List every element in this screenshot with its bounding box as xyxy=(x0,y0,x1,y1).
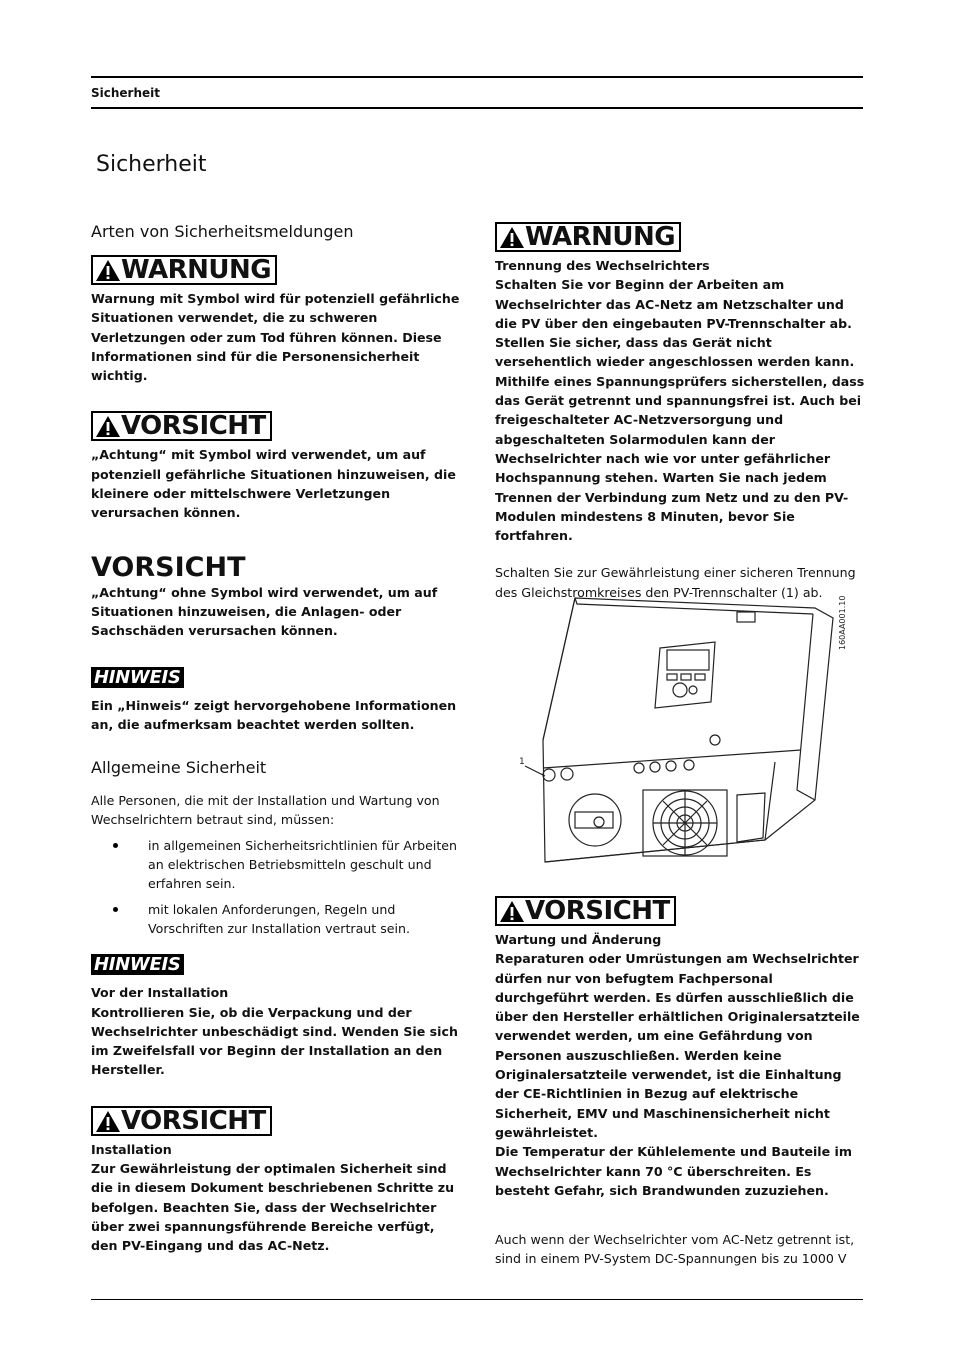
left-column xyxy=(91,222,463,1256)
warning-triangle-icon xyxy=(95,258,121,282)
vorsicht-badge xyxy=(495,896,676,926)
list-item: in allgemeinen Sicherheitsrichtlinien für Arbeiten an elektrischen Betriebsmitteln geschult und erfahren sein. xyxy=(91,836,463,894)
closing-text: Auch wenn der Wechselrichter vom AC-Netz getrennt ist, sind in einem PV-System DC-Spannungen bis zu 1000 V xyxy=(495,1232,855,1267)
hinweis-badge: HINWEIS xyxy=(91,667,184,688)
vorsicht-text: „Achtung“ mit Symbol wird verwendet, um auf potenziell gefährliche Situationen hinzuweisen, die kleinere oder mittelschwere Verletzungen verursachen können. xyxy=(91,447,456,521)
footer-rule xyxy=(91,1299,863,1300)
bullet-icon xyxy=(113,843,118,848)
warnung-badge xyxy=(91,255,277,285)
vorsicht-badge xyxy=(91,411,272,441)
disconnect-title: Trennung des Wechselrichters xyxy=(495,258,710,273)
hinweis-installation-text: Kontrollieren Sie, ob die Verpackung und der Wechselrichter unbeschädigt sind. Wenden Sie sich im Zweifelsfall vor Beginn der Installation an den Hersteller. xyxy=(91,1004,458,1078)
warning-triangle-icon xyxy=(95,414,121,438)
warning-disconnect-notice xyxy=(495,222,867,545)
list-item: mit lokalen Anforderungen, Regeln und Vorschriften zur Installation vertraut sein. xyxy=(91,900,463,939)
warnung-text: Warnung mit Symbol wird für potenziell gefährliche Situationen verwendet, die zu schweren Verletzungen oder zum Tod führen können. Diese Informationen sind für die Personensicherheit wichtig. xyxy=(91,291,460,384)
disconnect-text: Schalten Sie vor Beginn der Arbeiten am Wechselrichter das AC-Netz am Netzschalter und die PV über den eingebauten PV-Trennschalter ab. Stellen Sie sicher, dass das Gerät nicht versehentlich wieder angeschlossen werden kann. Mithilfe eines Spannungsprüfers sicherstellen, dass das Gerät getrennt und spannungsfrei ist. Auch bei freigeschalteter AC-Netzversorgung und abgeschalteten Solarmodulen kann der Wechselrichter nach wie vor unter gefährlicher Hochspannung stehen. Warten Sie nach jedem Trennen der Verbindung zum Netz und zu den PV-Modulen mindestens 8 Minuten, bevor Sie fortfahren. xyxy=(495,277,865,544)
maintenance-temperature-text: Die Temperatur der Kühlelemente und Bauteile im Wechselrichter kann 70 °C überschreiten. Es besteht Gefahr, sich Brandwunden zuzuziehen. xyxy=(495,1144,852,1198)
running-header: Sicherheit xyxy=(91,86,160,100)
vorsicht-badge-label: VORSICHT xyxy=(121,1105,266,1136)
warning-triangle-icon xyxy=(499,225,525,249)
figure-code: 160AA001.10 xyxy=(838,595,847,650)
hinweis-title: Vor der Installation xyxy=(91,985,229,1001)
installation-text: Zur Gewährleistung der optimalen Sicherheit sind die in diesem Dokument beschriebenen Schritte zu befolgen. Beachten Sie, dass der Wechselrichter über zwei spannungsführende Bereiche verfügt, den PV-Eingang und das AC-Netz. xyxy=(91,1161,455,1254)
requirements-list xyxy=(91,836,463,938)
warning-triangle-icon xyxy=(499,899,525,923)
figure-callout: 1 xyxy=(519,757,525,767)
installation-title: Installation xyxy=(91,1141,172,1157)
warnung-badge-label: WARNUNG xyxy=(525,222,676,252)
header-top-rule xyxy=(91,76,863,78)
section-title-general: Allgemeine Sicherheit xyxy=(91,758,267,778)
bullet-icon xyxy=(113,907,118,912)
hinweis-badge: HINWEIS xyxy=(91,954,184,975)
hinweis-notice xyxy=(91,667,463,735)
right-column xyxy=(495,222,867,602)
section-title-types: Arten von Sicherheitsmeldungen xyxy=(91,222,354,241)
maintenance-title: Wartung und Änderung xyxy=(495,932,662,947)
caution-plain-notice xyxy=(91,553,463,641)
vorsicht-badge-label: VORSICHT xyxy=(121,411,266,442)
hinweis-installation-notice xyxy=(91,954,463,1079)
page-title: Sicherheit xyxy=(96,152,207,177)
vorsicht-plain-heading: VORSICHT xyxy=(91,551,246,583)
warnung-badge-label: WARNUNG xyxy=(121,255,272,285)
caution-notice xyxy=(91,411,463,522)
general-intro: Alle Personen, die mit der Installation und Wartung von Wechselrichtern betraut sind, müssen: xyxy=(91,793,440,828)
vorsicht-plain-text: „Achtung“ ohne Symbol wird verwendet, um auf Situationen hinzuweisen, die Anlagen- oder Sachschäden verursachen können. xyxy=(91,584,438,639)
caution-maintenance-notice xyxy=(495,896,867,1200)
maintenance-text: Reparaturen oder Umrüstungen am Wechselrichter dürfen nur von befugtem Fachpersonal durchgeführt werden. Es dürfen ausschließlich die über den Hersteller erhältlichen Originalersatzteile verwendet werden, um eine Gefährdung von Personen auszuschließen. Werden keine Originalersatzteile verwendet, ist die Einhaltung der CE-Richtlinien in Bezug auf elektrische Sicherheit, EMV und Maschinensicherheit nicht gewährleistet. xyxy=(495,951,860,1140)
hinweis-text: Ein „Hinweis“ zeigt hervorgehobene Informationen an, die aufmerksam beachtet werden sollten. xyxy=(91,697,457,732)
header-bottom-rule xyxy=(91,107,863,109)
inverter-illustration xyxy=(515,590,857,872)
warning-notice xyxy=(91,255,463,385)
dc-disconnect-text: Schalten Sie zur Gewährleistung einer sicheren Trennung des Gleichstromkreises den PV-Trennschalter (1) ab. xyxy=(495,565,856,600)
caution-installation-notice xyxy=(91,1106,463,1256)
warnung-badge xyxy=(495,222,681,252)
vorsicht-badge-label: VORSICHT xyxy=(525,896,670,926)
vorsicht-badge xyxy=(91,1106,272,1136)
warning-triangle-icon xyxy=(95,1109,121,1133)
right-column-lower xyxy=(495,896,867,1269)
